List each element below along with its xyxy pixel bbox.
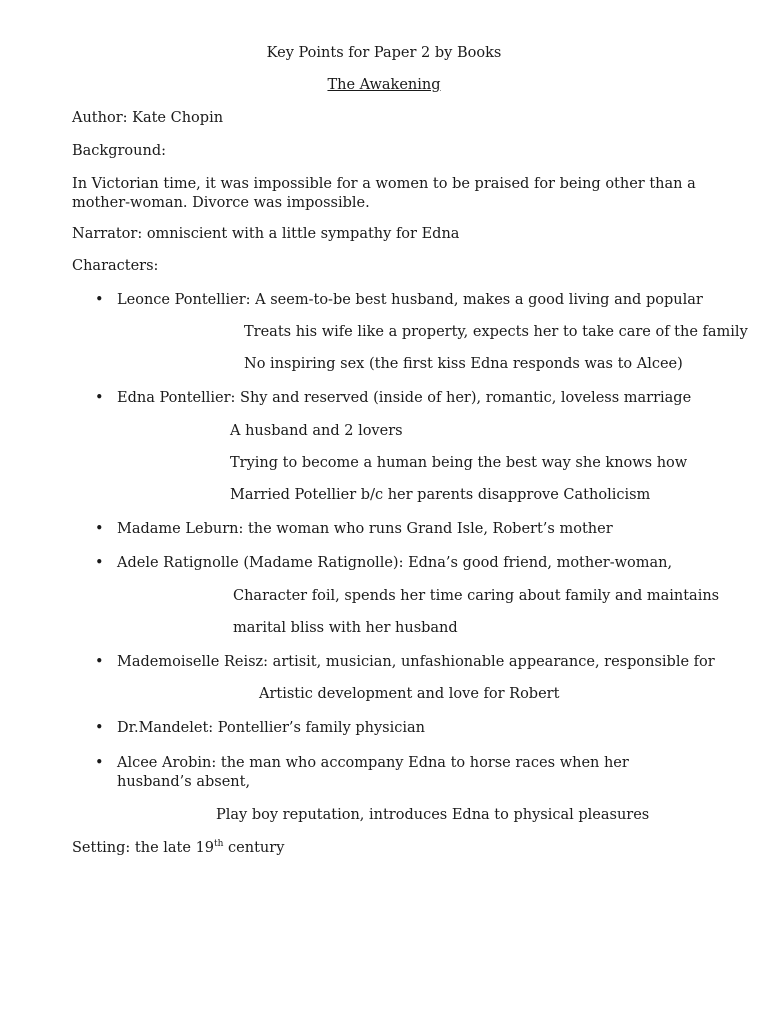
bullet-icon: • (95, 720, 104, 736)
character-arobin-main: Alcee Arobin: the man who accompany Edna to horse races when her husband’s absent, (117, 755, 629, 790)
character-leburn-main: Madame Leburn: the woman who runs Grand Isle, Robert’s mother (117, 521, 613, 537)
character-reisz-main: Mademoiselle Reisz: artisit, musician, unfashionable appearance, responsible for (117, 654, 715, 670)
background-text: In Victorian time, it was impossible for a women to be praised for being other than a mother-woman. Divorce was impossible. (72, 176, 696, 211)
setting-prefix: Setting: the late 19 (72, 840, 215, 856)
document-title: Key Points for Paper 2 by Books (266, 45, 502, 61)
character-edna-detail: A husband and 2 lovers (230, 423, 403, 439)
setting-line (72, 839, 284, 858)
bullet-icon: • (95, 555, 104, 571)
character-adele-detail: Character foil, spends her time caring about family and maintains (233, 588, 720, 604)
bullet-icon: • (95, 292, 104, 308)
bullet-icon: • (95, 755, 104, 771)
background-label: Background: (72, 143, 166, 159)
character-adele-main: Adele Ratignolle (Madame Ratignolle): Edna’s good friend, mother-woman, (117, 555, 673, 571)
book-title: The Awakening (327, 77, 441, 93)
author-line: Author: Kate Chopin (72, 110, 224, 126)
character-mandelet-main: Dr.Mandelet: Pontellier’s family physician (117, 720, 426, 736)
bullet-icon: • (95, 654, 104, 670)
character-edna-main: Edna Pontellier: Shy and reserved (inside of her), romantic, loveless marriage (117, 390, 692, 406)
character-edna-detail: Trying to become a human being the best way she knows how (230, 455, 688, 471)
character-arobin-detail: Play boy reputation, introduces Edna to physical pleasures (216, 807, 650, 823)
bullet-icon: • (95, 521, 104, 537)
narrator-line: Narrator: omniscient with a little sympathy for Edna (72, 226, 460, 242)
character-reisz-detail: Artistic development and love for Robert (259, 686, 560, 702)
characters-label: Characters: (72, 258, 159, 274)
bullet-icon: • (95, 390, 104, 406)
character-leonce-detail: No inspiring sex (the first kiss Edna responds was to Alcee) (244, 356, 683, 372)
character-leonce-detail: Treats his wife like a property, expects her to take care of the family (244, 324, 748, 340)
character-adele-detail: marital bliss with her husband (233, 620, 458, 636)
setting-superscript: th (214, 839, 224, 849)
character-leonce-main: Leonce Pontellier: A seem-to-be best husband, makes a good living and popular (117, 292, 703, 308)
character-edna-detail: Married Potellier b/c her parents disapprove Catholicism (230, 487, 651, 503)
setting-suffix: century (223, 840, 285, 856)
